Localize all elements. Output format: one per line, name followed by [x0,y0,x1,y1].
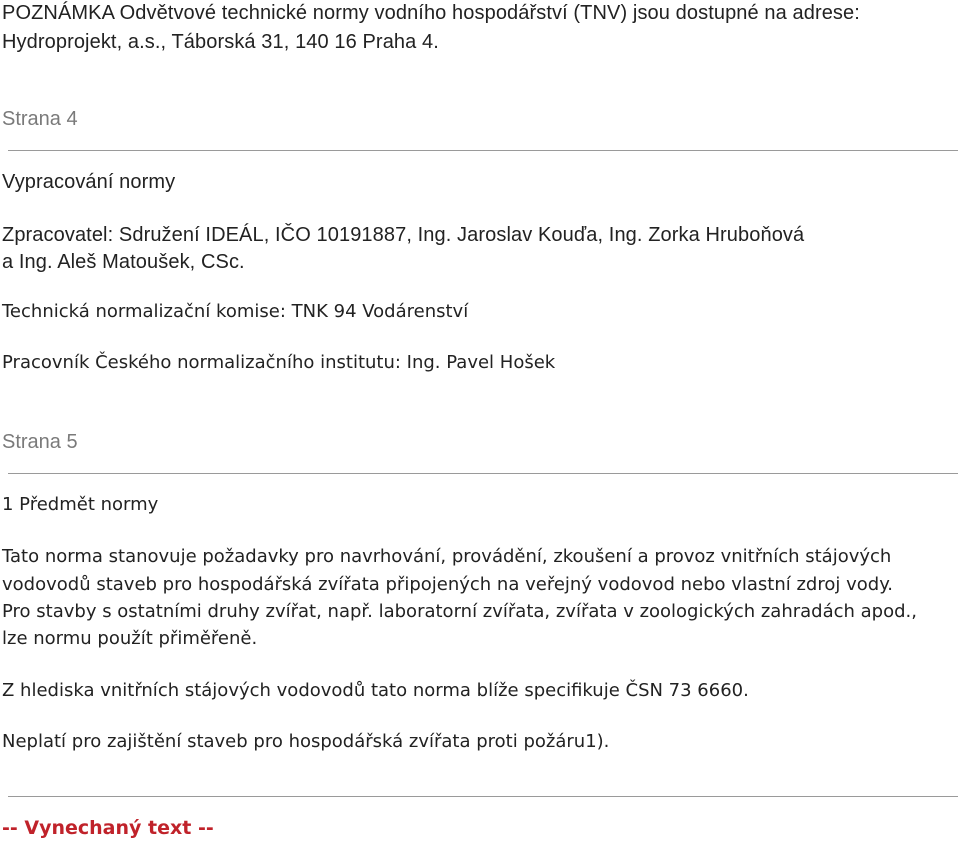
scope-paragraph-line-3: Pro stavby s ostatními druhy zvířat, např. laboratorní zvířata, zvířata v zoologických zahradách apod., [2,601,917,622]
page-divider-5 [8,473,958,474]
specification-paragraph: Z hlediska vnitřních stájových vodovodů tato norma blíže specifikuje ČSN 73 6660. [2,680,749,701]
page-5-label: Strana 5 [2,431,78,453]
section-title: 1 Předmět normy [2,494,159,515]
drafting-heading: Vypracování normy [2,171,176,193]
staff-line: Pracovník Českého normalizačního institutu: Ing. Pavel Hošek [2,352,556,373]
committee-line: Technická normalizační komise: TNK 94 Vodárenství [2,301,469,322]
page-4-label: Strana 4 [2,108,78,130]
note-line-2: Hydroprojekt, a.s., Táborská 31, 140 16 Praha 4. [2,31,439,53]
omitted-divider [8,796,958,797]
note-line-1: POZNÁMKA Odvětvové technické normy vodního hospodářství (TNV) jsou dostupné na adrese: [2,2,860,24]
exclusion-paragraph: Neplatí pro zajištění staveb pro hospodářská zvířata proti požáru1). [2,731,610,752]
author-line-2: a Ing. Aleš Matoušek, CSc. [2,251,245,273]
author-line-1: Zpracovatel: Sdružení IDEÁL, IČO 10191887, Ing. Jaroslav Kouďa, Ing. Zorka Hruboňová [2,224,805,246]
scope-paragraph-line-2: vodovodů staveb pro hospodářská zvířata připojených na veřejný vodovod nebo vlastní zdroj vody. [2,574,893,595]
page-divider-4 [8,150,958,151]
scope-paragraph-line-1: Tato norma stanovuje požadavky pro navrhování, provádění, zkoušení a provoz vnitřních stájových [2,546,892,567]
omitted-text-marker: -- Vynechaný text -- [2,817,214,839]
scope-paragraph-line-4: lze normu použít přiměřeně. [2,628,258,649]
